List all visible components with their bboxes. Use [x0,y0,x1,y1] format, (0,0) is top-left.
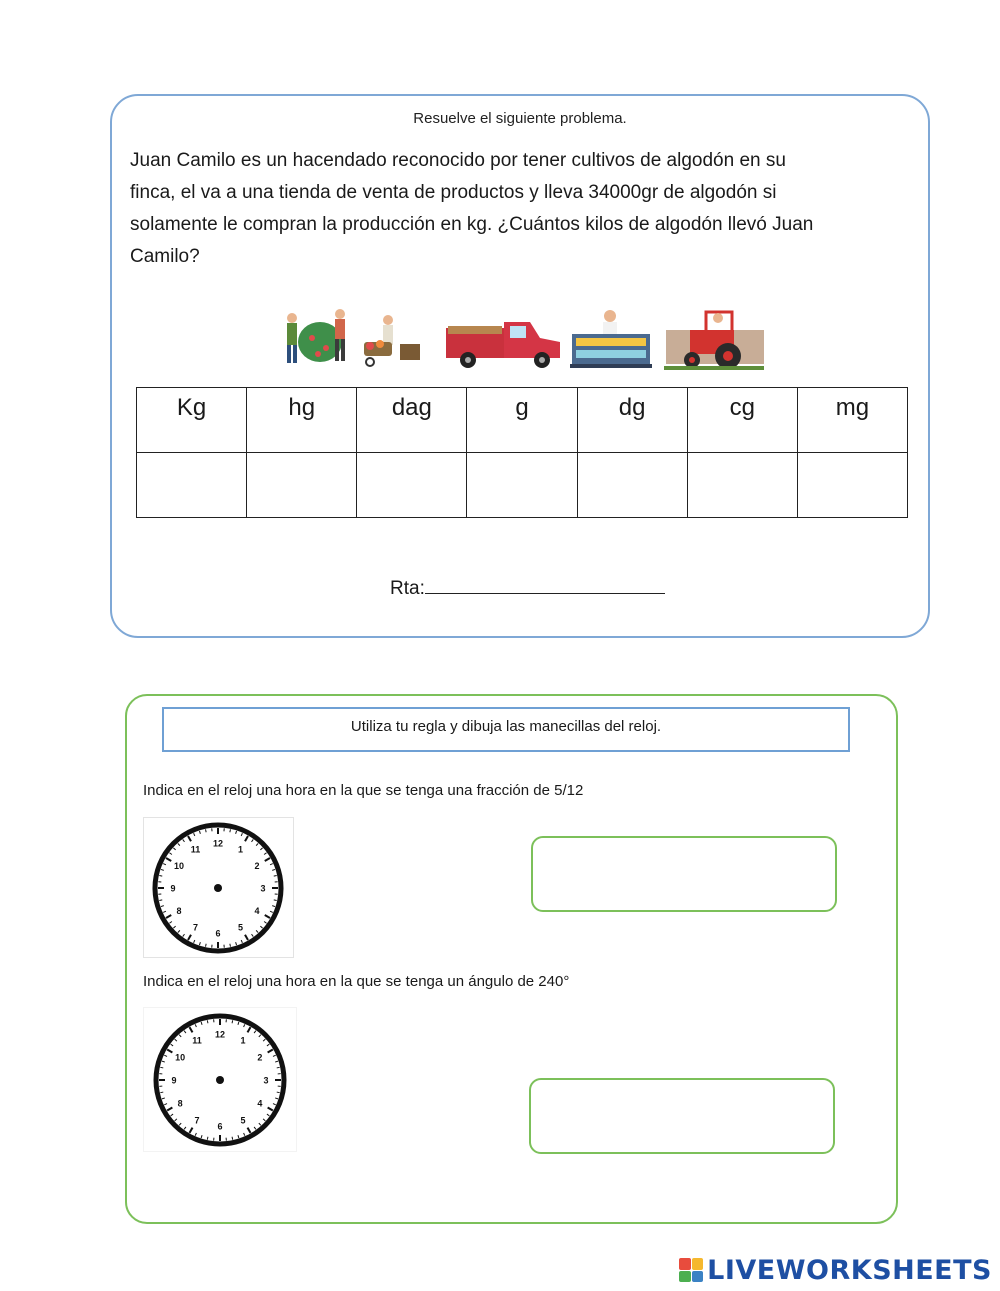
clock-2-frame [143,1007,297,1152]
clock-number: 7 [192,922,199,933]
logo-mark-icon [679,1258,703,1282]
clock-question-1: Indica en el reloj una hora en la que se tenga una fracción de 5/12 [143,782,584,799]
farm-illustrations [278,300,768,372]
problem-line-3: solamente le compran la producción en kg. ¿Cuántos kilos de algodón llevó Juan [130,214,814,235]
clock-tick [160,1067,163,1068]
problem-instruction: Resuelve el siguiente problema. [413,110,627,127]
problem-line-4: Camilo? [130,246,200,267]
logo-text: LIVEWORKSHEETS [707,1254,992,1286]
clock-number: 5 [237,922,244,933]
clock-number: 6 [215,928,221,939]
clock-instruction: Utiliza tu regla y dibuja las manecillas del reloj. [162,707,850,752]
problem-line-1: Juan Camilo es un hacendado reconocido por tener cultivos de algodón en su [130,150,786,171]
clock-tick [232,1020,233,1023]
answer-box-1[interactable] [531,836,837,912]
clock-number: 1 [240,1035,246,1046]
clock-1-frame [143,817,294,958]
clock-number: 7 [194,1115,200,1126]
answer-cell-hg[interactable] [247,453,357,518]
answer-blank[interactable] [425,573,665,594]
clock-face-2[interactable] [144,1008,296,1151]
clock-tick [159,876,162,877]
clock-tick [206,829,207,832]
clock-center-dot [214,884,222,892]
clock-number: 8 [176,906,182,916]
clock-number: 10 [175,1052,186,1063]
unit-dg: dg [577,388,687,453]
clock-face-1[interactable] [144,818,293,957]
answer-cell-mg[interactable] [797,453,907,518]
unit-cg: cg [687,388,797,453]
clock-number: 3 [263,1075,269,1086]
clock-tick [207,1137,208,1140]
clock-number: 12 [214,1029,226,1040]
clock-number: 6 [217,1121,223,1132]
unit-g: g [467,388,577,453]
clock-number: 9 [171,1075,177,1086]
clock-question-2: Indica en el reloj una hora en la que se tenga un ángulo de 240° [143,973,570,990]
clock-tick [274,900,277,901]
clock-number: 11 [190,844,201,855]
clock-tick [232,1137,233,1140]
answer-box-2[interactable] [529,1078,835,1154]
tractor-illustration [664,312,764,370]
answer-label: Rta: [390,578,425,599]
farmers-illustration [287,309,420,366]
answer-cell-kg[interactable] [137,453,247,518]
clock-number: 9 [170,883,176,894]
answer-cell-g[interactable] [467,453,577,518]
clock-tick [230,829,231,832]
clock-tick [207,1020,208,1023]
clock-tick [277,1092,280,1093]
clock-number: 5 [240,1115,246,1126]
answer-line [390,573,665,600]
logo-letter-v [679,1271,691,1283]
unit-kg: Kg [137,388,247,453]
clock-number: 3 [260,883,266,894]
unit-dag: dag [357,388,467,453]
unit-hg: hg [247,388,357,453]
truck-illustration [446,322,560,368]
clock-number: 8 [177,1098,183,1109]
clock-number: 12 [212,838,224,849]
logo-letter-i [692,1258,704,1270]
clock-tick [277,1067,280,1068]
shop-illustration [570,310,652,368]
clock-number: 10 [174,861,185,871]
units-table [136,387,908,518]
logo-letter-l [679,1258,691,1270]
problem-text [130,145,910,273]
units-answer-row [137,453,908,518]
units-header-row [137,388,908,453]
answer-cell-dag[interactable] [357,453,467,518]
problem-line-2: finca, el va a una tienda de venta de productos y lleva 34000gr de algodón si [130,182,777,203]
clock-tick [159,900,162,901]
clock-number: 2 [257,1052,263,1063]
clock-tick [160,1092,163,1093]
clock-center-dot [216,1076,224,1084]
answer-cell-dg[interactable] [577,453,687,518]
clock-number: 4 [257,1098,263,1109]
clock-number: 1 [237,844,244,855]
clock-number: 11 [192,1035,202,1046]
clock-tick [274,876,277,877]
clock-number: 2 [254,861,260,871]
logo-letter-e [692,1271,704,1283]
clock-tick [230,944,231,947]
unit-mg: mg [797,388,907,453]
answer-cell-cg[interactable] [687,453,797,518]
clock-tick [206,944,207,947]
clock-number: 4 [254,906,260,916]
liveworksheets-logo [679,1253,992,1287]
